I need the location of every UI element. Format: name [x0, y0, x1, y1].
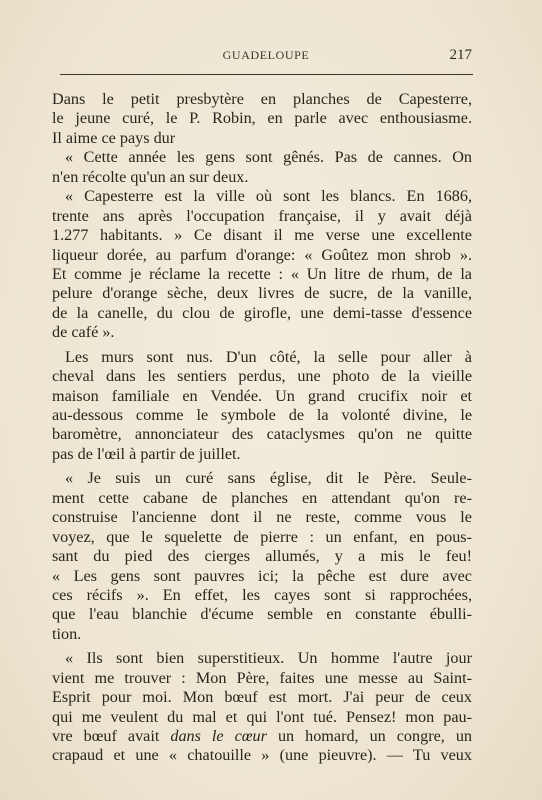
text-line: « Ils sont bien superstitieux. Un homme l'autre jour — [65, 649, 472, 668]
header-rule — [60, 74, 473, 75]
text-line: ces récifs ». En effet, les cayes sont si rapprochées, — [52, 585, 472, 604]
page-number: 217 — [449, 47, 472, 63]
text-line: de la canelle, du clou de girofle, une demi-tasse d'essence — [52, 303, 472, 322]
paragraph-6 — [52, 649, 472, 766]
italic-phrase: dans le cœur — [170, 727, 267, 745]
paragraph-3 — [52, 187, 472, 343]
paragraph-2 — [52, 148, 472, 187]
text-line: maison familiale en Vendée. Un grand crucifix noir et — [52, 386, 472, 405]
paragraph-5 — [52, 469, 472, 644]
text-line: Les murs sont nus. D'un côté, la selle pour aller à — [65, 347, 472, 366]
text-line: vient me trouver : Mon Père, faites une messe au Saint- — [52, 668, 472, 687]
text-line: « Cette année les gens sont gênés. Pas de cannes. On — [65, 148, 472, 167]
text-line: pelure d'orange sèche, deux livres de sucre, de la vanille, — [52, 284, 472, 303]
text-line: crapaud et une « chatouille » (une pieuvre). — Tu veux — [52, 746, 472, 765]
text-line: baromètre, annonciateur des cataclysmes qu'on ne quitte — [52, 425, 472, 444]
body-text — [52, 90, 472, 766]
paragraph-4 — [52, 348, 472, 465]
text-line: Esprit pour moi. Mon bœuf est mort. J'ai peur de ceux — [52, 688, 472, 707]
text-line: « Les gens sont pauvres ici; la pêche est dure avec — [52, 566, 472, 585]
text-line: le jeune curé, le P. Robin, en parle avec enthousiasme. — [52, 109, 472, 128]
text-line: cheval dans les sentiers perdus, une photo de la vieille — [52, 367, 472, 386]
paragraph-1 — [52, 90, 472, 148]
text-line: ment cette cabane de planches en attendant qu'on re- — [52, 488, 472, 507]
text-line: sant du pied des cierges allumés, y a mis le feu! — [52, 547, 472, 566]
text-line: voyez, que le squelette de pierre : un enfant, en pous- — [52, 527, 472, 546]
text-line: trente ans après l'occupation française, il y avait déjà — [52, 206, 472, 225]
text-segment: vre bœuf avait — [52, 727, 171, 745]
text-line: pas de l'œil à partir de juillet. — [52, 444, 241, 463]
text-line: « Je suis un curé sans église, dit le Père. Seule- — [65, 469, 472, 488]
text-line: Et comme je réclame la recette : « Un litre de rhum, de la — [52, 264, 472, 283]
text-line: qui me veulent du mal et qui l'ont tué. Pensez! mon pau- — [52, 707, 472, 726]
text-line: construise l'ancienne dont il ne reste, comme vous le — [52, 508, 472, 527]
text-line: tion. — [52, 624, 82, 643]
text-line-with-italic — [52, 727, 472, 746]
text-line: Il aime ce pays dur — [52, 128, 176, 147]
running-title: GUADELOUPE — [222, 48, 310, 62]
text-line: au-dessous comme le symbole de la volonté divine, le — [52, 406, 472, 424]
text-line: que l'eau blanchie d'écume semble en constante ébulli- — [52, 605, 472, 624]
text-line: liqueur dorée, au parfum d'orange: « Goûtez mon shrob ». — [52, 245, 472, 264]
text-line: de café ». — [52, 323, 115, 342]
text-line: 1.277 habitants. » Ce disant il me verse une excellente — [52, 226, 472, 245]
running-head — [60, 48, 472, 68]
text-line: Dans le petit presbytère en planches de Capesterre, — [52, 90, 472, 108]
text-segment: un homard, un congre, un — [277, 727, 473, 745]
text-line: n'en récolte qu'un an sur deux. — [52, 167, 249, 186]
text-line: « Capesterre est la ville où sont les blancs. En 1686, — [65, 187, 472, 206]
